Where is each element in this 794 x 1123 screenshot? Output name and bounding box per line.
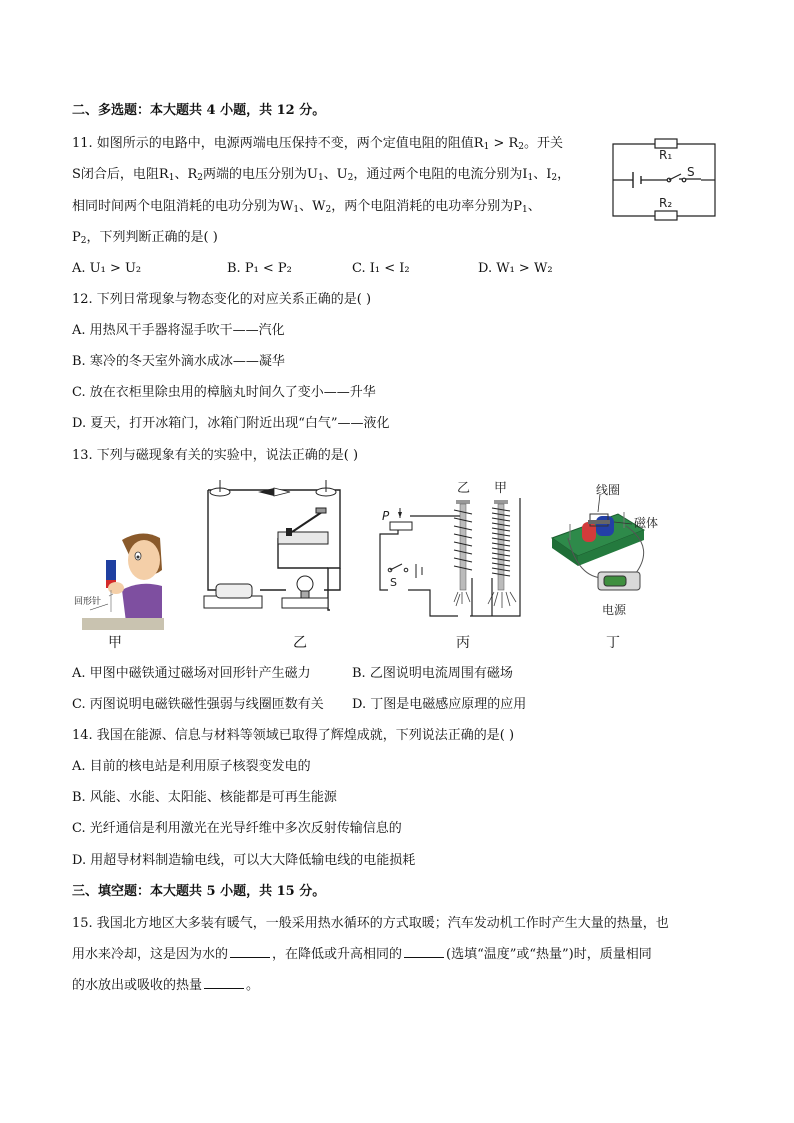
label-yi-top: 乙 [457,481,471,496]
q15-blank-2[interactable] [404,945,444,958]
q11-option-b: B. P₁ < P₂ [227,261,292,276]
q14-option-a: A. 目前的核电站是利用原子核裂变发电的 [72,759,311,774]
q13-option-d: D. 丁图是电磁感应原理的应用 [352,697,527,712]
figure-caption-ding: 丁 [606,635,620,651]
battery-icon [633,172,641,188]
section-heading-multiple-choice: 二、多选题：本大题共 4 小题，共 12 分。 [72,103,326,118]
q12-stem: 12. 下列日常现象与物态变化的对应关系正确的是( ) [72,292,372,307]
q15-text: 用水来冷却，这是因为水的 [72,947,229,962]
q14-option-d: D. 用超导材料制造输电线，可以大大降低输电线的电能损耗 [72,853,416,868]
q15-line-3 [72,976,259,996]
q11-circuit-diagram [605,132,725,224]
q14-option-b: B. 风能、水能、太阳能、核能都是可再生能源 [72,790,337,805]
q11-text: 相同时间两个电阻消耗的电功分别为W [72,199,294,214]
q11-text: 、R [174,167,198,182]
rheostat-icon [390,508,412,530]
q11-line-3: 相同时间两个电阻消耗的电功分别为$W_1$、$W_2$，两个电阻消耗的电功率分别为$P_1$、 [72,199,541,215]
q11-text: ， [557,167,571,182]
q15-line-1: 15. 我国北方地区大多装有暖气，一般采用热水循环的方式取暖；汽车发动机工作时产生大量的热量，也 [72,916,669,931]
q13-stem: 13. 下列与磁现象有关的实验中，说法正确的是( ) [72,448,359,463]
q12-option-a: A. 用热风干手器将湿手吹干——汽化 [72,323,285,338]
q11-line-1: 11. 如图所示的电路中，电源两端电压保持不变，两个定值电阻的阻值$R_1 > R_2$。开关 [72,136,564,152]
q15-text: 。 [246,978,260,993]
label-coil: 线圈 [596,483,621,497]
battery-icon [204,584,262,608]
q13-option-c: C. 丙图说明电磁铁磁性强弱与线圈匝数有关 [72,697,324,712]
figure-bing-electromagnet [370,478,530,626]
q13-option-b: B. 乙图说明电流周围有磁场 [352,666,513,681]
q11-text: ，通过两个电阻的电流分别为I [353,167,528,182]
label-s: S [687,165,695,179]
q15-text: ，在降低或升高相同的 [272,947,403,962]
label-clip: 回形针 [74,597,102,607]
figure-caption-bing: 丙 [456,635,470,651]
q11-option-c: C. I₁ < I₂ [352,261,410,276]
q11-text: 。开关 [524,136,564,151]
q11-option-a: A. U₁ > U₂ [72,261,142,276]
q14-option-c: C. 光纤通信是利用激光在光导纤维中多次反射传输信息的 [72,821,402,836]
figure-yi-oersted-circuit [190,478,348,626]
figure-jia-magnet-paperclip [74,530,164,630]
q15-blank-1[interactable] [230,945,270,958]
q11-text: 、 [527,199,541,214]
q15-line-2 [72,945,652,965]
section-heading-fill-blank: 三、填空题：本大题共 5 小题，共 15 分。 [72,884,326,899]
q11-text: 11. 如图所示的电路中，电源两端电压保持不变，两个定值电阻的阻值R [72,136,484,151]
figure-ding-motor [548,478,678,626]
q11-text: 、U [323,167,348,182]
figure-caption-yi: 乙 [293,635,307,651]
label-power: 电源 [602,603,627,617]
q11-text: > R [489,136,519,151]
q11-text: P [72,230,81,245]
compass-needle-icon [258,488,290,496]
q11-text: ，下列判断正确的是( ) [86,230,218,245]
q12-option-c: C. 放在衣柜里除虫用的樟脑丸时间久了变小——升华 [72,385,376,400]
switch-icon [667,174,686,182]
resistor-r1 [655,139,677,148]
power-source-icon [598,572,640,590]
q11-text: ，两个电阻消耗的电功率分别为P [331,199,522,214]
q15-blank-3[interactable] [204,976,244,989]
bulb-icon [282,576,328,608]
q15-text: (选填“温度”或“热量”)时，质量相同 [446,947,652,962]
q12-option-d: D. 夏天，打开冰箱门，冰箱门附近出现“白气”——液化 [72,416,390,431]
q12-option-b: B. 寒冷的冬天室外滴水成冰——凝华 [72,354,285,369]
resistor-r2 [655,211,677,220]
q11-text: S闭合后，电阻R [72,167,169,182]
label-p: P [382,509,390,523]
q11-text: 两端的电压分别为U [202,167,318,182]
q11-option-d: D. W₁ > W₂ [478,261,553,276]
label-jia-top: 甲 [494,481,508,496]
q14-stem: 14. 我国在能源、信息与材料等领域已取得了辉煌成就，下列说法正确的是( ) [72,728,515,743]
label-s: S [390,576,397,589]
q13-option-a: A. 甲图中磁铁通过磁场对回形针产生磁力 [72,666,311,681]
q11-text: 、I [533,167,552,182]
label-r2: R₂ [659,196,673,210]
q15-text: 的水放出或吸收的热量 [72,978,203,993]
q11-text: 、W [299,199,326,214]
label-r1: R₁ [659,148,673,162]
q11-line-2: S闭合后，电阻$R_1$、$R_2$两端的电压分别为$U_1$、$U_2$，通过两个电阻的电流分别为$I_1$、$I_2$， [72,167,571,183]
q11-line-4: $P_2$，下列判断正确的是( ) [72,230,218,246]
knife-switch-icon [278,508,328,544]
label-magnet: 磁体 [634,516,659,530]
figure-caption-jia: 甲 [108,635,122,651]
